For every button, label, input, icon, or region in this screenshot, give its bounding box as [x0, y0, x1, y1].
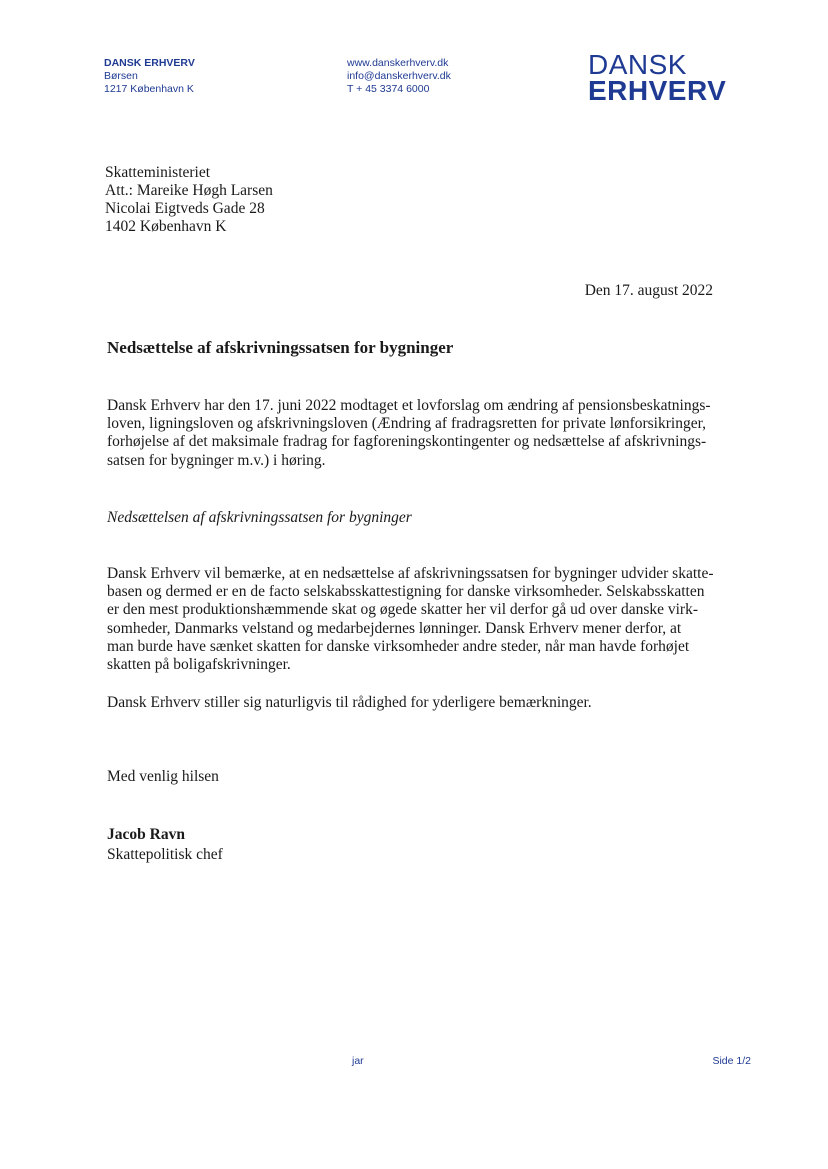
- phone-number: T + 45 3374 6000: [347, 83, 430, 95]
- signatory-name: Jacob Ravn: [107, 826, 185, 843]
- dansk-erhverv-logo: [588, 51, 726, 105]
- paragraph-line: Dansk Erhverv har den 17. juni 2022 modtaget et lovforslag om ændring af pensionsbeskatnings-: [107, 397, 711, 414]
- closing-salutation: Med venlig hilsen: [107, 768, 219, 785]
- recipient-line-4: 1402 København K: [105, 218, 227, 235]
- paragraph-line: skatten på boligafskrivninger.: [107, 656, 291, 674]
- paragraph-line: man burde have sænket skatten for danske virksomheder andre steder, når man havde forhøjet: [107, 637, 690, 655]
- paragraph-line: satsen for bygninger m.v.) i høring.: [107, 451, 326, 469]
- paragraph-intro: [107, 397, 719, 470]
- letter-title: Nedsættelse af afskrivningssatsen for bygninger: [107, 338, 454, 357]
- paragraph-line: forhøjelse af det maksimale fradrag for fagforeningskontingenter og nedsættelse af afskrivnings-: [107, 433, 707, 451]
- paragraph-line: Dansk Erhverv vil bemærke, at en nedsættelse af afskrivningssatsen for bygninger udvider skatte-: [107, 565, 714, 582]
- footer-initials: jar: [352, 1055, 364, 1067]
- address-line-2: 1217 København K: [104, 83, 194, 95]
- letterhead-contact: [347, 57, 451, 96]
- paragraph-line: somheder, Danmarks velstand og medarbejdernes lønninger. Dansk Erhverv mener derfor, at: [107, 619, 682, 637]
- paragraph-line: basen og dermed er en de facto selskabsskattestigning for danske virksomheder. Selskabsskatten: [107, 583, 705, 601]
- paragraph-line: er den mest produktionshæmmende skat og øgede skatter her vil derfor gå ud over danske virk-: [107, 601, 698, 619]
- website-link[interactable]: www.danskerhverv.dk: [347, 57, 449, 69]
- address-line-1: Børsen: [104, 70, 138, 82]
- recipient-line-2: Att.: Mareike Høgh Larsen: [105, 182, 273, 199]
- recipient-line-3: Nicolai Eigtveds Gade 28: [105, 200, 265, 217]
- recipient-line-1: Skatteministeriet: [105, 164, 211, 181]
- recipient-address: [105, 164, 273, 236]
- logo-line-2: ERHVERV: [588, 75, 727, 106]
- signatory-role: Skattepolitisk chef: [107, 846, 223, 863]
- paragraph-availability: Dansk Erhverv stiller sig naturligvis til rådighed for yderligere bemærkninger.: [107, 694, 592, 711]
- email-link[interactable]: info@danskerhverv.dk: [347, 70, 451, 82]
- section-subheading: Nedsættelsen af afskrivningssatsen for bygninger: [107, 509, 412, 526]
- letter-date: Den 17. august 2022: [584, 282, 713, 299]
- org-name: DANSK ERHVERV: [104, 57, 195, 69]
- page-number: Side 1/2: [712, 1055, 751, 1067]
- logo-line-1: DANSK: [588, 49, 687, 80]
- paragraph-line: loven, ligningsloven og afskrivningsloven (Ændring af fradragsretten for private lønforsikringer,: [107, 415, 706, 433]
- letterhead-address: [104, 57, 195, 96]
- paragraph-argument: [107, 565, 719, 674]
